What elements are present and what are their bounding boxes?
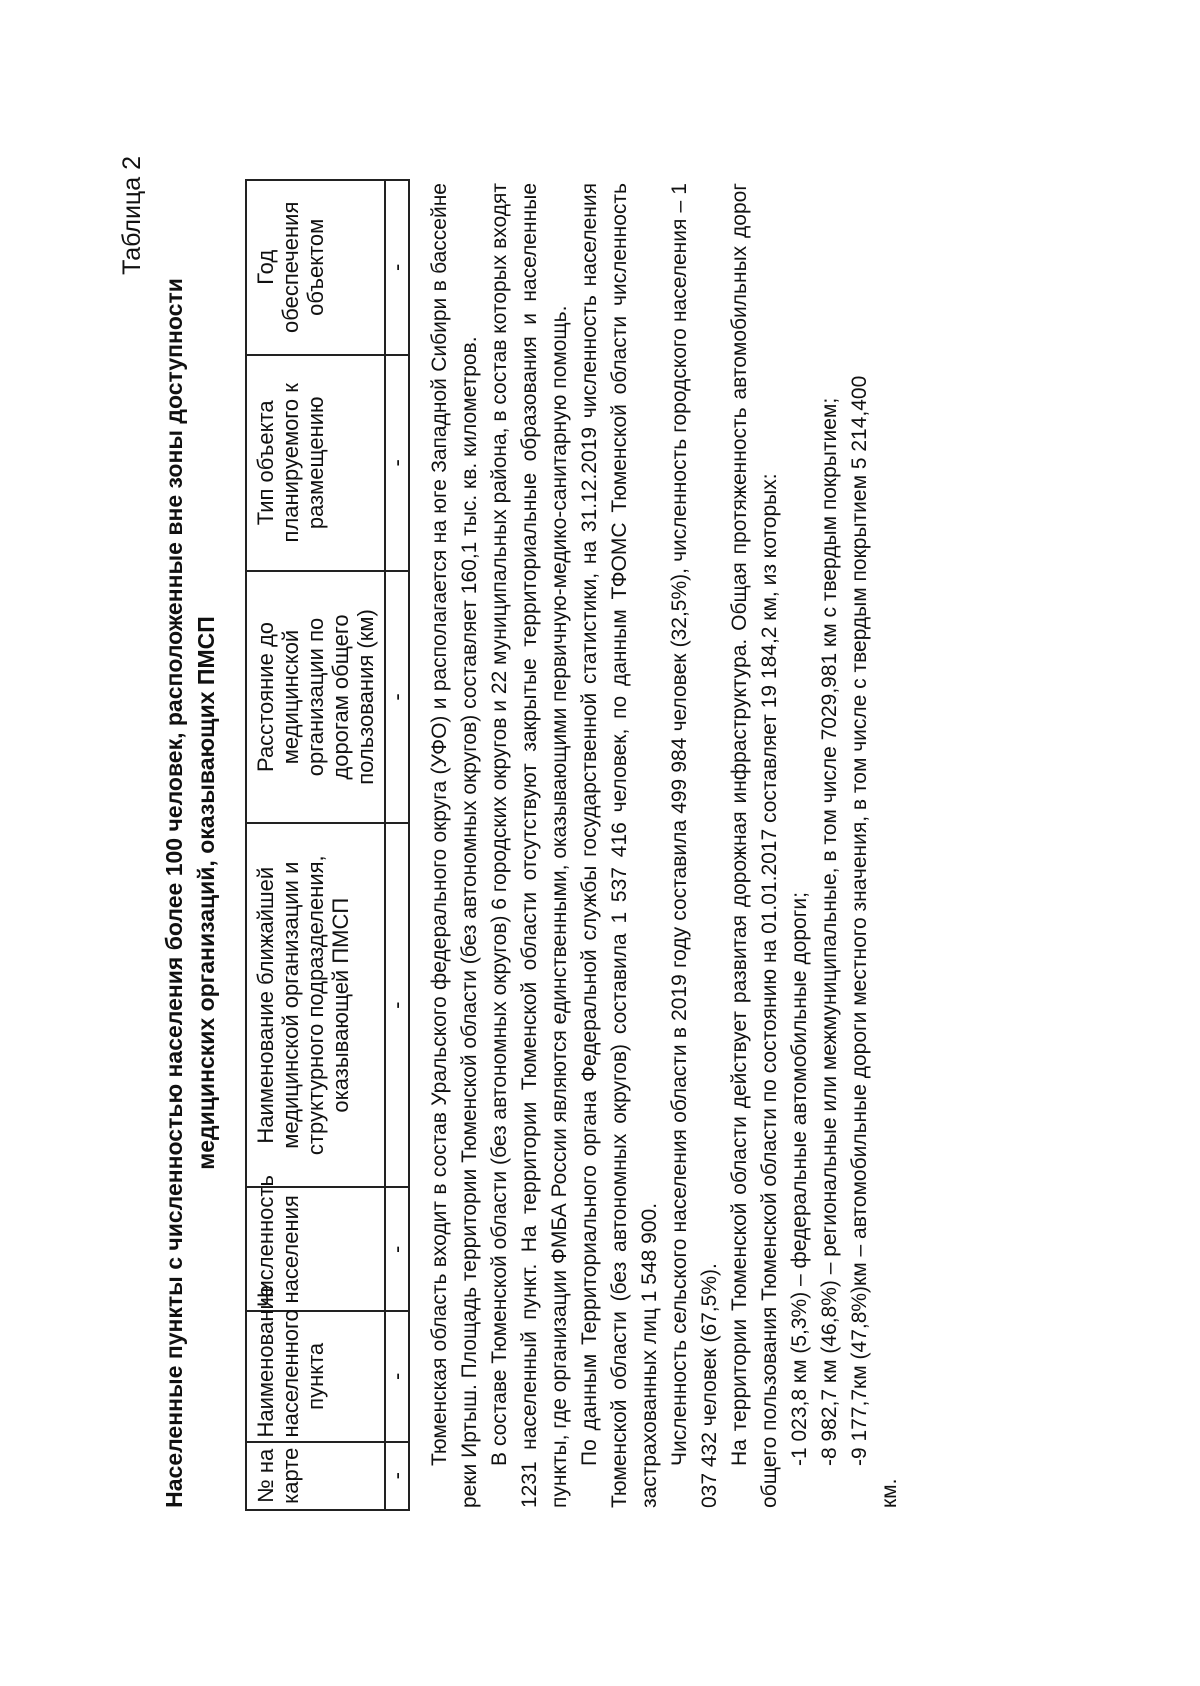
table-cell: - xyxy=(385,1442,409,1510)
table-cell: - xyxy=(385,1187,409,1311)
header-year: Год обеспечения объектом xyxy=(246,180,385,355)
paragraph-tail: км. xyxy=(878,1478,901,1508)
road-list xyxy=(785,183,875,1508)
body-text xyxy=(425,183,905,1508)
header-distance: Расстояние до медицинской организации по дорогам общего пользования (км) xyxy=(246,571,385,823)
paragraph-population-statistics: По данным Территориального органа Федеральной службы государственной статистики, на 31.12.2019 численность населения Тюменской области (без автономных округов) составила 1 537 416 человек, по данным ТФОМС Тюменской области численность застрахованных лиц 1 548 900. xyxy=(578,183,661,1508)
table-cell: - xyxy=(385,180,409,355)
table-row xyxy=(385,180,409,1510)
settlements-table xyxy=(245,179,410,1511)
list-item: -1 023,8 км (5,3%) – федеральные автомобильные дороги; xyxy=(788,892,811,1466)
list-item: -9 177,7км (47,8%)км – автомобильные дороги местного значения, в том числе с твердым покрытием 5 214,400 xyxy=(848,375,871,1466)
header-object-type: Тип объекта планируемого к размещению xyxy=(246,355,385,572)
paragraph-road-infrastructure: На территории Тюменской области действует развитая дорожная инфраструктура. Общая протяженность автомобильных дорог общего пользования Тюменской области по состоянию на 01.01.2017 составляет 19 184,2 км, из которых: xyxy=(728,183,781,1508)
header-population: Численность населения xyxy=(246,1187,385,1311)
header-settlement-name: Наименование населенного пункта xyxy=(246,1311,385,1441)
table-header-row xyxy=(246,180,385,1510)
table-number: Таблица 2 xyxy=(118,156,146,275)
table-title: Населенные пункты с численностью населения более 100 человек, расположенные вне зоны доступности медицинских организаций, оказывающих ПМСП xyxy=(161,278,219,1508)
header-nearest-organization: Наименование ближайшей медицинской организации и структурного подразделения, оказывающей ПМСП xyxy=(246,823,385,1188)
table-cell: - xyxy=(385,1311,409,1441)
table-cell: - xyxy=(385,355,409,572)
list-item: -8 982,7 км (46,8%) – региональные или межмуниципальные, в том числе 7029,981 км с твердым покрытием; xyxy=(818,397,841,1466)
table-cell: - xyxy=(385,571,409,823)
table-cell: - xyxy=(385,823,409,1188)
paragraph-administrative-structure: В составе Тюменской области (без автономных округов) 6 городских округов и 22 муниципальных района, в состав которых входят 1231 населенный пункт. На территории Тюменской области отсутствуют закрытые территориальные образования и населенные пункты, где организации ФМБА России являются единственными, оказывающими первичную-медико-санитарную помощь. xyxy=(488,183,571,1508)
paragraph-region-overview: Тюменская область входит в состав Уральского федерального округа (УФО) и располагается на юге Западной Сибири в бассейне реки Иртыш. Площадь территории Тюменской области (без автономных округов) составляет 160,1 тыс. кв. километров. xyxy=(428,183,481,1508)
paragraph-rural-urban-population: Численность сельского населения области в 2019 году составила 499 984 человек (32,5%), численность городского населения – 1 037 432 человек (67,5%). xyxy=(668,183,721,1508)
header-map-number: № на карте xyxy=(246,1442,385,1510)
